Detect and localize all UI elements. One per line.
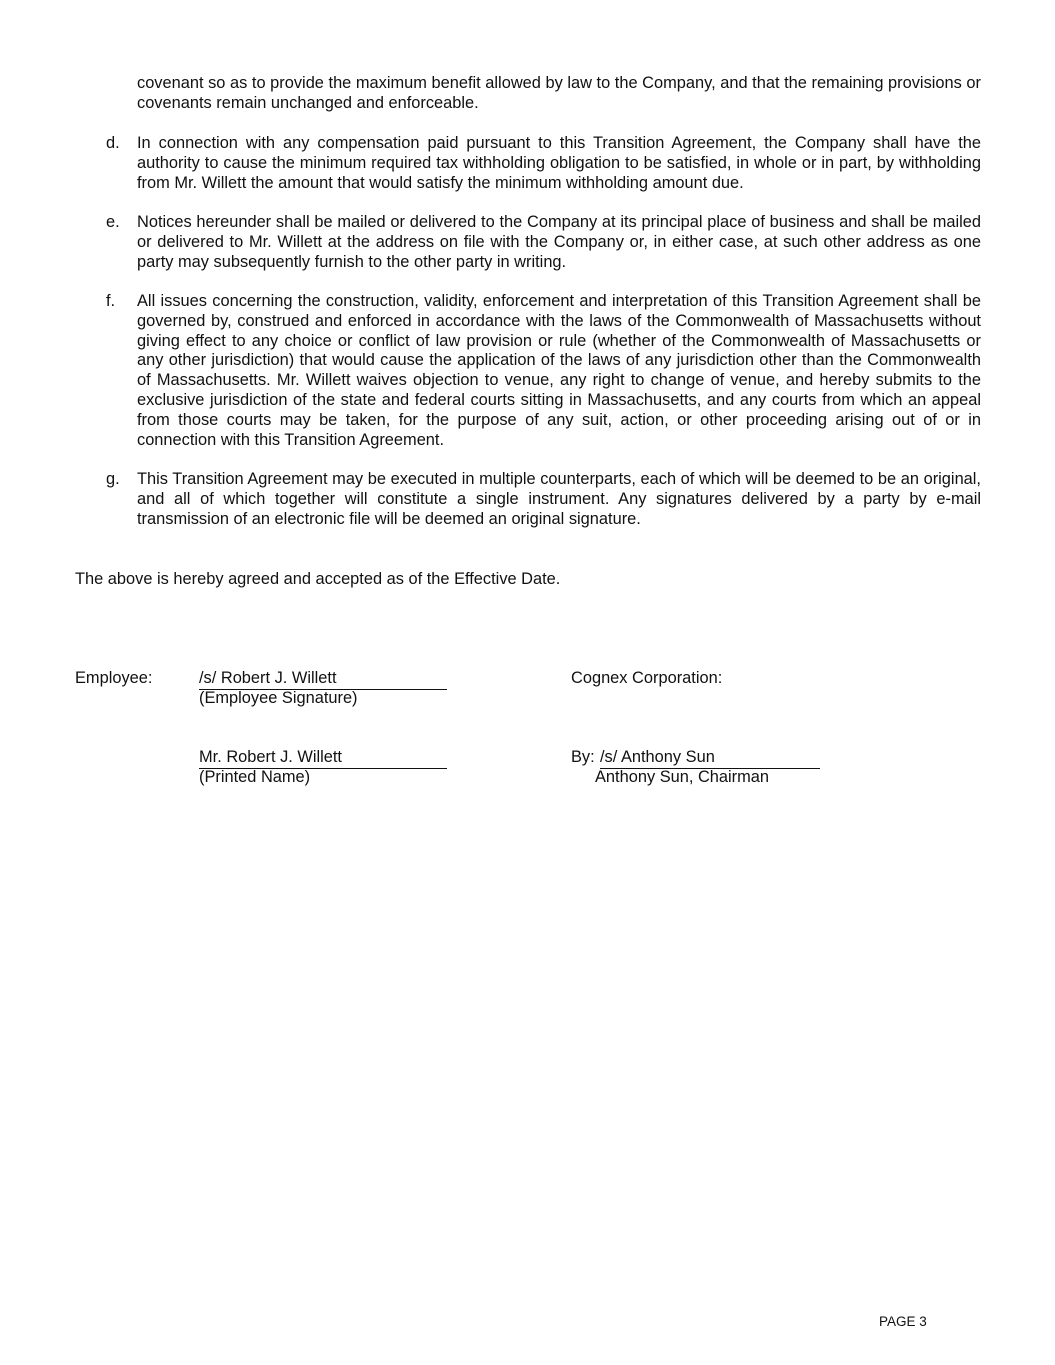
by-label: By: bbox=[571, 748, 595, 766]
item-g-letter: g. bbox=[106, 470, 120, 488]
item-g-text: This Transition Agreement may be executed in multiple counterparts, each of which will be deemed to be an original, and all of which together will constitute a single instrument. Any signatures delivered by a party by e-mail transmission of an electronic file will be deemed an original signature. bbox=[137, 470, 981, 528]
item-e-letter: e. bbox=[106, 213, 120, 231]
item-f-text: All issues concerning the construction, validity, enforcement and interpretation of this Transition Agreement shall be governed by, construed and enforced in accordance with the laws of the Commonwealth of Massachusetts without giving effect to any choice or conflict of law provision or rule (whether of the Commonwealth of Massachusetts or any other jurisdiction) that would cause the application of the laws of any jurisdiction other than the Commonwealth of Massachusetts. Mr. Willett waives objection to venue, any right to change of venue, and hereby submits to the exclusive jurisdiction of the state and federal courts sitting in Massachusetts, and any courts from which an appeal from those courts may be taken, for the purpose of any suit, action, or other proceeding arising out of or in connection with this Transition Agreement. bbox=[137, 292, 981, 449]
company-signer-name: Anthony Sun, Chairman bbox=[595, 768, 770, 786]
employee-label: Employee: bbox=[75, 669, 153, 687]
item-f-letter: f. bbox=[106, 292, 116, 310]
employee-printed-name-caption: (Printed Name) bbox=[199, 768, 311, 786]
acceptance-statement: The above is hereby agreed and accepted as of the Effective Date. bbox=[75, 570, 561, 588]
item-d-text: In connection with any compensation paid pursuant to this Transition Agreement, the Company shall have the authority to cause the minimum required tax withholding obligation to be satisfied, in whole or in part, by withholding from Mr. Willett the amount that would satisfy the minimum withholding amount due. bbox=[137, 134, 981, 192]
employee-signature-line: /s/ Robert J. Willett bbox=[199, 669, 447, 690]
employee-signature-caption: (Employee Signature) bbox=[199, 689, 358, 707]
item-d-letter: d. bbox=[106, 134, 120, 152]
item-e-text: Notices hereunder shall be mailed or delivered to the Company at its principal place of business and shall be mailed or delivered to Mr. Willett at the address on file with the Company or, in either case, at such other address as one party may subsequently furnish to the other party in writing. bbox=[137, 213, 981, 271]
continuation-paragraph: covenant so as to provide the maximum benefit allowed by law to the Company, and that the remaining provisions or covenants remain unchanged and enforceable. bbox=[137, 74, 981, 112]
company-label: Cognex Corporation: bbox=[571, 669, 723, 687]
page-number: PAGE 3 bbox=[879, 1314, 927, 1329]
company-signature-line: /s/ Anthony Sun bbox=[600, 748, 820, 769]
employee-printed-name-line: Mr. Robert J. Willett bbox=[199, 748, 447, 769]
